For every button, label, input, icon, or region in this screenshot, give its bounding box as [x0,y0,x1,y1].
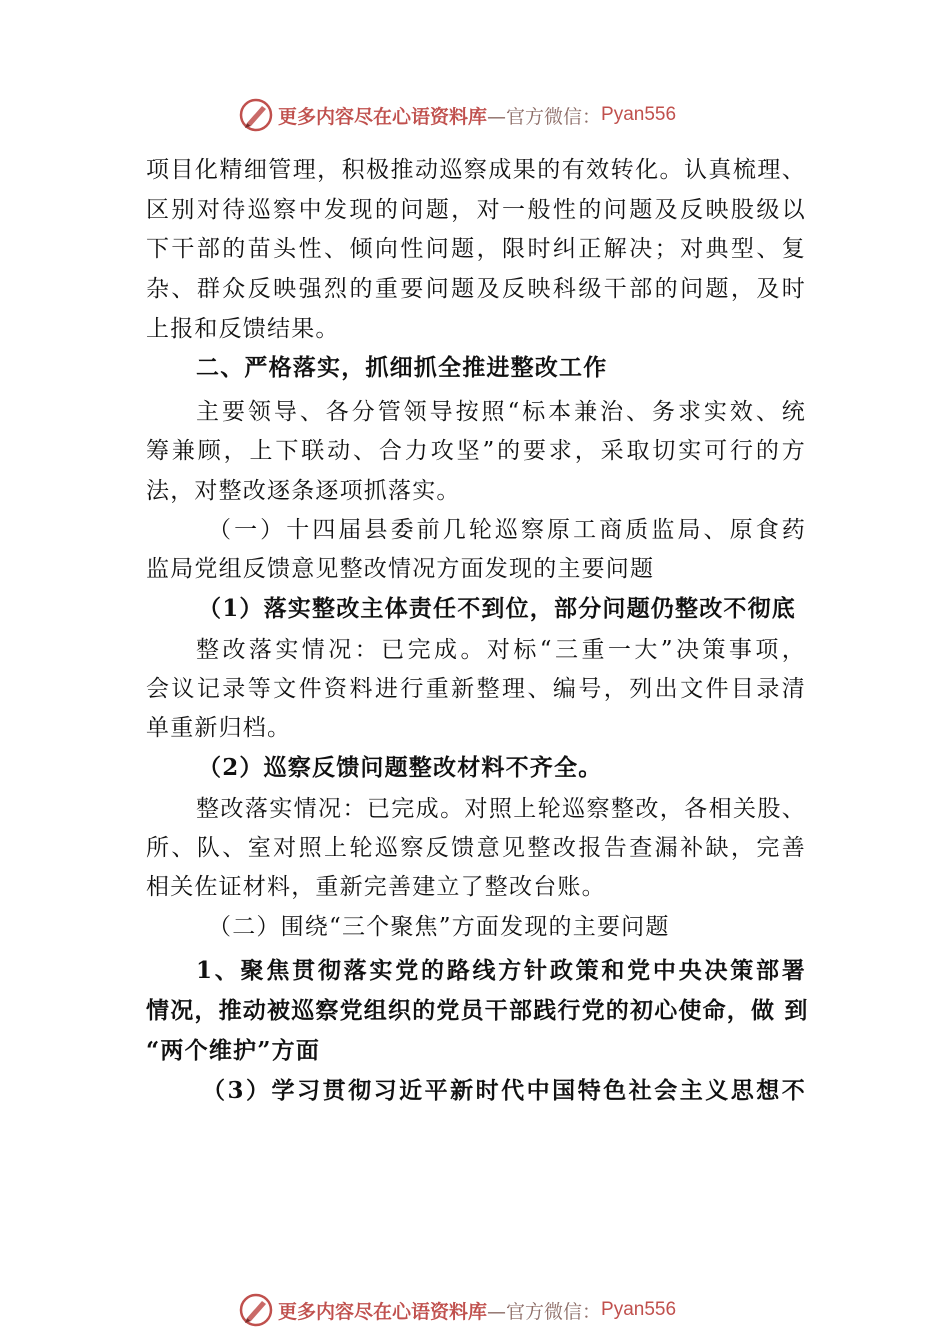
issue-heading: （3）学习贯彻习近平新时代中国特色社会主义思想不 [202,1077,806,1104]
paragraph-line: 杂、群众反映强烈的重要问题及反映科级干部的问题，及时 [146,276,806,302]
pen-in-circle-icon [238,1292,274,1328]
paragraph-line: 整改落实情况：已完成。对照上轮巡察整改，各相关股、 [196,796,806,822]
paragraph-line: 单重新归档。 [146,715,292,741]
paragraph-line: 筹兼顾，上下联动、合力攻坚”的要求，采取切实可行的方 [146,438,806,464]
paragraph-line: 主要领导、各分管领导按照“标本兼治、务求实效、统 [196,399,806,425]
watermark-handle: Pyan556 [601,104,677,125]
header-watermark [238,95,738,135]
subsection-heading: 监局党组反馈意见整改情况方面发现的主要问题 [146,556,655,582]
watermark-separator: —官方微信： [487,1300,602,1323]
topic-heading: 情况，推动被巡察党组织的党员干部践行党的初心使命，做 到 [146,997,809,1024]
paragraph-line: 整改落实情况：已完成。对标“三重一大”决策事项， [196,637,806,663]
paragraph-line: 项目化精细管理，积极推动巡察成果的有效转化。认真梳理、 [146,157,806,183]
paragraph-line: 所、队、室对照上轮巡察反馈意见整改报告查漏补缺，完善 [146,835,806,861]
paragraph-line: 法，对整改逐条逐项抓落实。 [146,478,461,504]
paragraph-line: 会议记录等文件资料进行重新整理、编号，列出文件目录清 [146,676,806,702]
watermark-separator: —官方微信： [487,105,602,128]
issue-heading: （1）落实整改主体责任不到位，部分问题仍整改不彻底 [198,595,797,622]
paragraph-line: 相关佐证材料，重新完善建立了整改台账。 [146,874,606,900]
watermark-brand: 更多内容尽在心语资料库 [278,105,488,128]
watermark-brand: 更多内容尽在心语资料库 [278,1300,488,1323]
pen-in-circle-icon [238,97,274,133]
paragraph-line: 上报和反馈结果。 [146,316,340,342]
topic-heading: “两个维护”方面 [146,1037,321,1064]
paragraph-line: 下干部的苗头性、倾向性问题，限时纠正解决；对典型、复 [146,236,806,262]
subsection-heading: （一）十四届县委前几轮巡察原工商质监局、原食药 [208,517,806,543]
topic-heading: 1、聚焦贯彻落实党的路线方针政策和党中央决策部署 [196,957,806,984]
subsection-heading: （二）围绕“三个聚焦”方面发现的主要问题 [208,914,670,940]
section-heading: 二、严格落实，抓细抓全推进整改工作 [196,354,608,381]
footer-watermark [238,1290,738,1330]
watermark-handle: Pyan556 [601,1299,677,1320]
paragraph-line: 区别对待巡察中发现的问题，对一般性的问题及反映股级以 [146,197,806,223]
issue-heading: （2）巡察反馈问题整改材料不齐全。 [198,754,603,781]
